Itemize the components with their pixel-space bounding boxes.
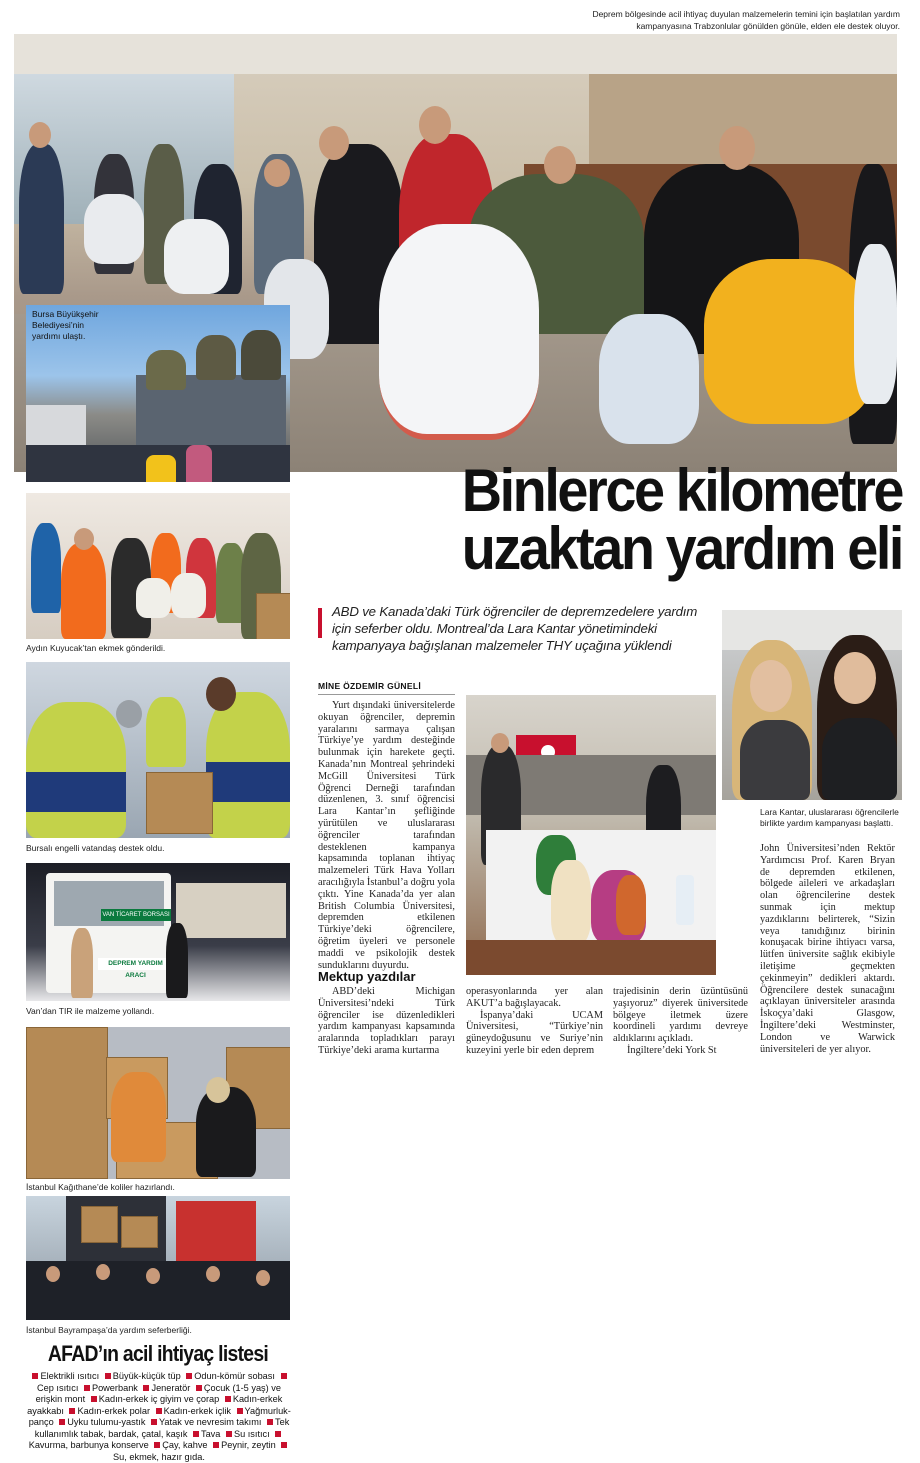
byline: MİNE ÖZDEMİR GÜNELİ xyxy=(318,681,421,691)
article-col-2-text: operasyonlarında yer alan AKUT’a bağışlayacak. xyxy=(466,986,603,1009)
afad-item: Çocuk (1-5 yaş) ve erişkin mont xyxy=(35,1382,281,1404)
caption-bursa: Bursa Büyükşehir Belediyesi’nin yardımı ulaştı. xyxy=(32,309,99,341)
subhead-bar xyxy=(318,608,322,638)
article-subheading: Mektup yazdılar xyxy=(318,969,416,984)
article-col-1b xyxy=(318,986,455,1057)
side-photo-bursali xyxy=(26,662,290,838)
lara-photo xyxy=(722,610,902,800)
article-col-3b-text: İngiltere’deki York St xyxy=(627,1044,717,1056)
caption-bursali: Bursalı engelli vatandaş destek oldu. xyxy=(26,843,165,853)
afad-title: AFAD’ın acil ihtiyaç listesi xyxy=(47,1341,269,1366)
afad-item: Kavurma, barbunya konserve xyxy=(29,1429,284,1451)
afad-item: Tek kullanımlık tabak, bardak, çatal, kaşık xyxy=(34,1417,290,1439)
article-col-4 xyxy=(760,843,895,1055)
article-col-2b-text: İspanya’daki UCAM Üniversitesi, “Türkiye’nin güneydoğusunu ve Suriye’nin kuzeyini yerle bir eden deprem xyxy=(466,1009,603,1056)
side-photo-bayrampasa xyxy=(26,1196,290,1320)
truck-sign: VAN TİCARET BORSASI xyxy=(101,909,171,921)
afad-item: Elektrikli ısıtıcı xyxy=(29,1371,99,1381)
afad-item: Tava xyxy=(190,1429,220,1439)
caption-lara: Lara Kantar, uluslararası öğrencilerle birlikte yardım kampanyası başlattı. xyxy=(760,807,899,828)
article-col-1 xyxy=(318,700,455,971)
headline-line-2: uzaktan yardım eli xyxy=(461,515,902,582)
afad-item: Büyük-küçük tüp xyxy=(102,1371,181,1381)
afad-item: Çay, kahve xyxy=(151,1440,207,1450)
headline xyxy=(353,457,902,582)
afad-item: Yağmurluk-panço xyxy=(28,1405,291,1427)
afad-item: Kadın-erkek iç giyim ve çorap xyxy=(88,1394,220,1404)
article-col-4-text: John Üniversitesi’nden Rektör Yardımcısı Prof. Karen Bryan de depremden etkilenen, bölgede aileleri ve arkadaşları olan öğrencilerine destek sunmak için mektup yazdıklarını belirterek, “Sizin veya tanıdığınız birinin konuşacak birine ihtiyacı varsa, lütfen üniversite sağlık ekibiyle iletişime geçmekten çekinmeyin” dedikleri aktardı. Öğrencilere destek sunacağını açıklayan üniversiteler arasında İskoçya’daki Glasgow, İngiltere’deki Westminster, London ve Warwick üniversiteleri de yer alıyor. xyxy=(760,843,895,1055)
caption-bayrampasa: İstanbul Bayrampaşa’da yardım seferberliği. xyxy=(26,1325,192,1335)
afad-item: Jeneratör xyxy=(140,1383,190,1393)
article-col-2 xyxy=(466,986,603,1057)
donations-photo xyxy=(466,695,716,975)
afad-item: Yatak ve nevresim takımı xyxy=(148,1417,261,1427)
afad-item: Uyku tulumu-yastık xyxy=(56,1417,145,1427)
afad-item: Odun-kömür sobası xyxy=(183,1371,275,1381)
article-col-1-text: Yurt dışındaki üniversitelerde okuyan öğrenciler, depremin yaralarını sarmaya çalışan Türkiye’ye yardım desteğinde bulunmak için harekete geçti. Kanada’nın Montreal şehrindeki McGill Üniversitesi Türk Öğrenci Derneği tarafından düzenlenen, 3. sınıf öğrencisi Lara Kantar’ın şefliğinde yürütülen ve uluslararası öğrenciler tarafından desteklenen kampanya kapsamında toplanan ihtiyaç malzemeleri Türk Hava Yolları aracılığıyla İstanbul’a doğru yola çıktı. Yine Kanada’da yer alan British Columbia Üniversitesi, depremden etkilenen Türkiye’deki öğrencilere, öğretim üyeleri ve personele maddi ve psikolojik destek sunduklarını duyurdu. xyxy=(318,700,455,971)
headline-line-1: Binlerce kilometre xyxy=(461,457,902,524)
article-col-3 xyxy=(613,986,748,1057)
truck-banner: DEPREM YARDIM ARACI xyxy=(98,958,173,970)
article-col-1b-text: ABD’deki Michigan Üniversitesi’ndeki Türk öğrenciler ise düzenledikleri yardım kampanyası kapsamında aralarında topladıkları parayı Türkiye’deki arama kurtarma xyxy=(318,986,455,1056)
afad-item: Cep ısıtıcı xyxy=(37,1371,288,1393)
afad-item: Powerbank xyxy=(81,1383,138,1393)
afad-item: Kadın-erkek polar xyxy=(66,1406,150,1416)
side-photo-kagithane xyxy=(26,1027,290,1179)
afad-item: Kadın-erkek içlik xyxy=(153,1406,231,1416)
afad-item: Kadın-erkek ayakkabı xyxy=(27,1394,283,1416)
caption-kagithane: İstanbul Kağıthane’de koliler hazırlandı. xyxy=(26,1182,175,1192)
caption-van: Van’dan TIR ile malzeme yollandı. xyxy=(26,1006,155,1016)
afad-item: Su, ekmek, hazır gıda. xyxy=(113,1440,289,1462)
top-caption: Deprem bölgesinde acil ihtiyaç duyulan malzemelerin temini için başlatılan yardım kampanyasına Trabzonlular gönülden gönüle, elden ele destek oluyor. xyxy=(592,9,900,31)
subhead: ABD ve Kanada’daki Türk öğrenciler de depremzedelere yardım için seferber oldu. Montreal’da Lara Kantar yönetimindeki kampanyaya bağışlanan malzemeler THY uçağına yüklendi xyxy=(332,604,698,653)
caption-aydin: Aydın Kuyucak’tan ekmek gönderildi. xyxy=(26,643,166,653)
side-photo-aydin xyxy=(26,493,290,639)
afad-list xyxy=(26,1371,292,1463)
side-photo-van xyxy=(26,863,290,1001)
article-col-3-text: trajedisinin derin üzüntüsünü yaşıyoruz” diyerek üniversitede bölgeye iletmek üzere koordineli yardımı devreye aldıklarını açıkladı. xyxy=(613,986,748,1045)
afad-item: Su ısıtıcı xyxy=(223,1429,270,1439)
afad-item: Peynir, zeytin xyxy=(210,1440,276,1450)
